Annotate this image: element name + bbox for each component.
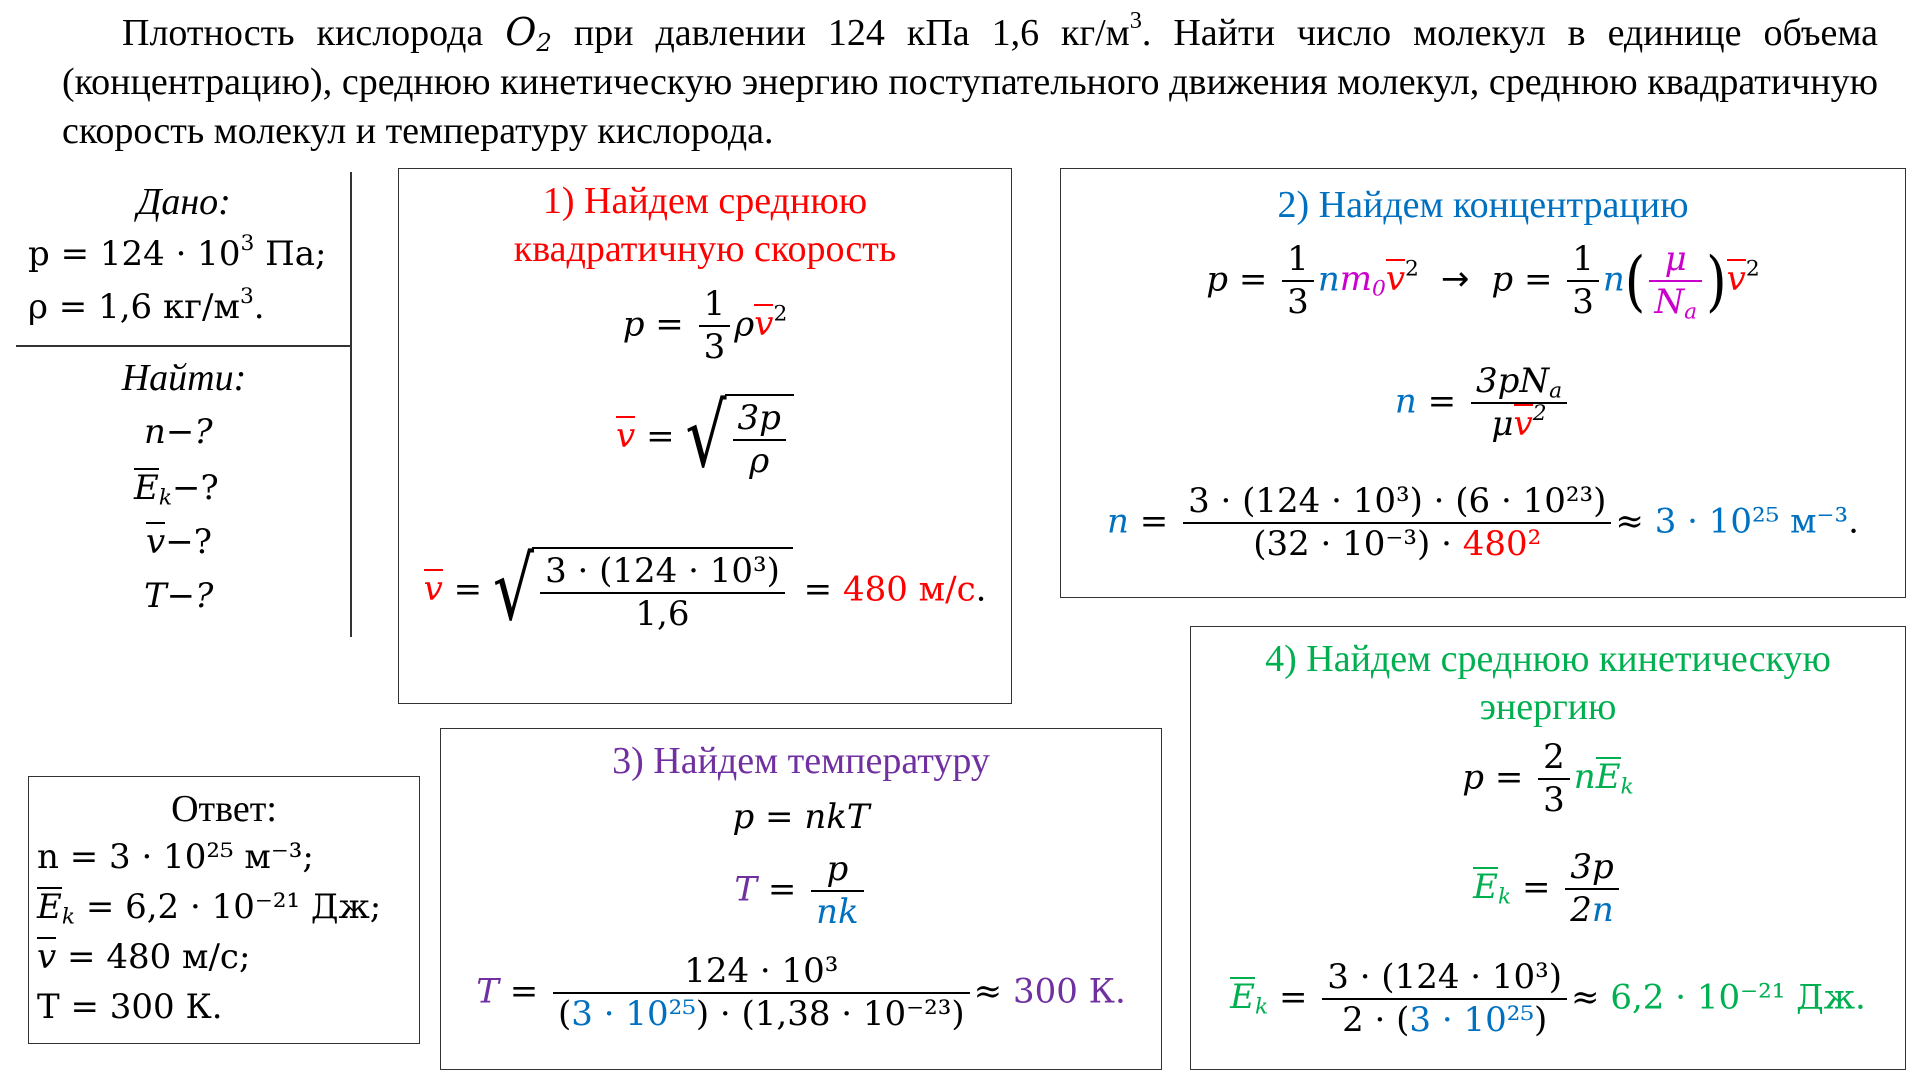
problem-text-2: при давлении 124 кПа 1,6 кг/м [551,12,1130,54]
step4-result: 6,2 · 10⁻²¹ Дж. [1610,977,1866,1018]
answer-title: Ответ: [171,788,277,830]
step2-title: 2) Найдем концентрацию [1277,184,1689,226]
step1-box [398,168,1012,704]
answer-box [28,776,420,1044]
answer-energy: $E_k = 6,2 \cdot 10^{-21}$ Дж; [37,887,382,930]
find-velocity: v−? [146,522,212,562]
answer-temperature: T = 300 К. [37,987,223,1027]
step3-formula-2: T = $\frac{p}{nk}$ [441,849,1161,934]
find-temperature: T−? [144,576,214,616]
given-pressure: $p = 124 \cdot 10^3$ Па; [28,230,327,274]
step4-box [1190,626,1906,1070]
problem-statement: Плотность кислорода $O_2$ при давлении 124 кПа 1,6 $кг/м^3$. Найти число молекул в единице объема (концентрацию), среднюю кинетическую энергию поступательного движения молекул, среднюю квадратичную скорость молекул и температуру кислорода. [62,6,1878,152]
problem-text-3: . Найти число молекул в единице объема (концентрацию), среднюю кинетическую энергию поступательного движения молекул, среднюю квадратичную скорость молекул и температуру кислорода. [62,12,1878,152]
given-title: Дано: [137,181,231,223]
step1-formula-3: v = √ $\frac{\text{3 · (124 · 10³)}}{1,6}$ = 480 м/с. [423,539,987,642]
step3-title: 3) Найдем температуру [612,740,990,782]
step4-title: 4) Найдем среднюю кинетическую энергию [1265,638,1831,728]
step4-formula-1: p = $\frac{2}{3}$ $nE_k$ [1462,737,1634,821]
step1-title: 1) Найдем среднюю квадратичную скорость [513,180,897,270]
given-vertical-divider [350,172,352,637]
step1-formula-1: p = $\frac{1}{3}$ $\rho v^2$ [622,284,788,368]
find-n: n−? [144,412,213,452]
step1-formula-2: v = √ $\frac{3p}{\rho}$ [399,394,1011,483]
step3-formula-1: p = nkT [732,797,870,837]
step3-formula-3: T = $\frac{\text{124 · 10³}}{\text{(3 · 10²⁵) · (1,38 · 10⁻²³)}}$ ≈ 300 К. [476,951,1126,1035]
step4-formula-2: $E_k$ = $\frac{3p}{2n}$ [1191,847,1905,932]
step3-result: 300 К. [1012,971,1126,1012]
step4-formula-3: $E_k$ = $\frac{\text{3 · (124 · 10³)}}{\text{2 · (3 · 10²⁵)}}$ ≈ 6,2 · 10⁻²¹ Дж. [1230,957,1866,1041]
answer-n: n = 3 · 10²⁵ м⁻³; [37,837,314,877]
find-energy: $E_k-$? [134,468,219,511]
step2-formula-1: p = $\frac{1}{3}$ $nm_0v^2 \to p$ = $\frac{1}{3}$ n( $\frac{\mu}{N_a}$ )$v^2$ [1206,239,1760,325]
oxygen-formula: $O_2$ [505,10,552,58]
step3-box [440,728,1162,1070]
step1-result: 480 м/с [842,569,976,610]
step2-result: 3 · 10²⁵ м⁻³ [1654,501,1849,542]
problem-text-1: Плотность кислорода [122,12,506,54]
answer-velocity: v = 480 м/с; [37,937,251,977]
step2-formula-3: n = $\frac{\text{3 · (124 · 10³) · (6 · 10²³)}}{\text{(32 · 10⁻³) · 480²}}$ ≈ 3 · 10²⁵ м⁻³. [1107,481,1859,565]
find-title: Найти: [121,357,247,399]
step2-formula-2: n = $3pN_a$ $\mu v^2$ [1061,361,1905,446]
given-density: ρ = 1,6 $кг/м^3$. [28,283,265,327]
given-horizontal-divider [16,345,352,347]
step2-box [1060,168,1906,598]
